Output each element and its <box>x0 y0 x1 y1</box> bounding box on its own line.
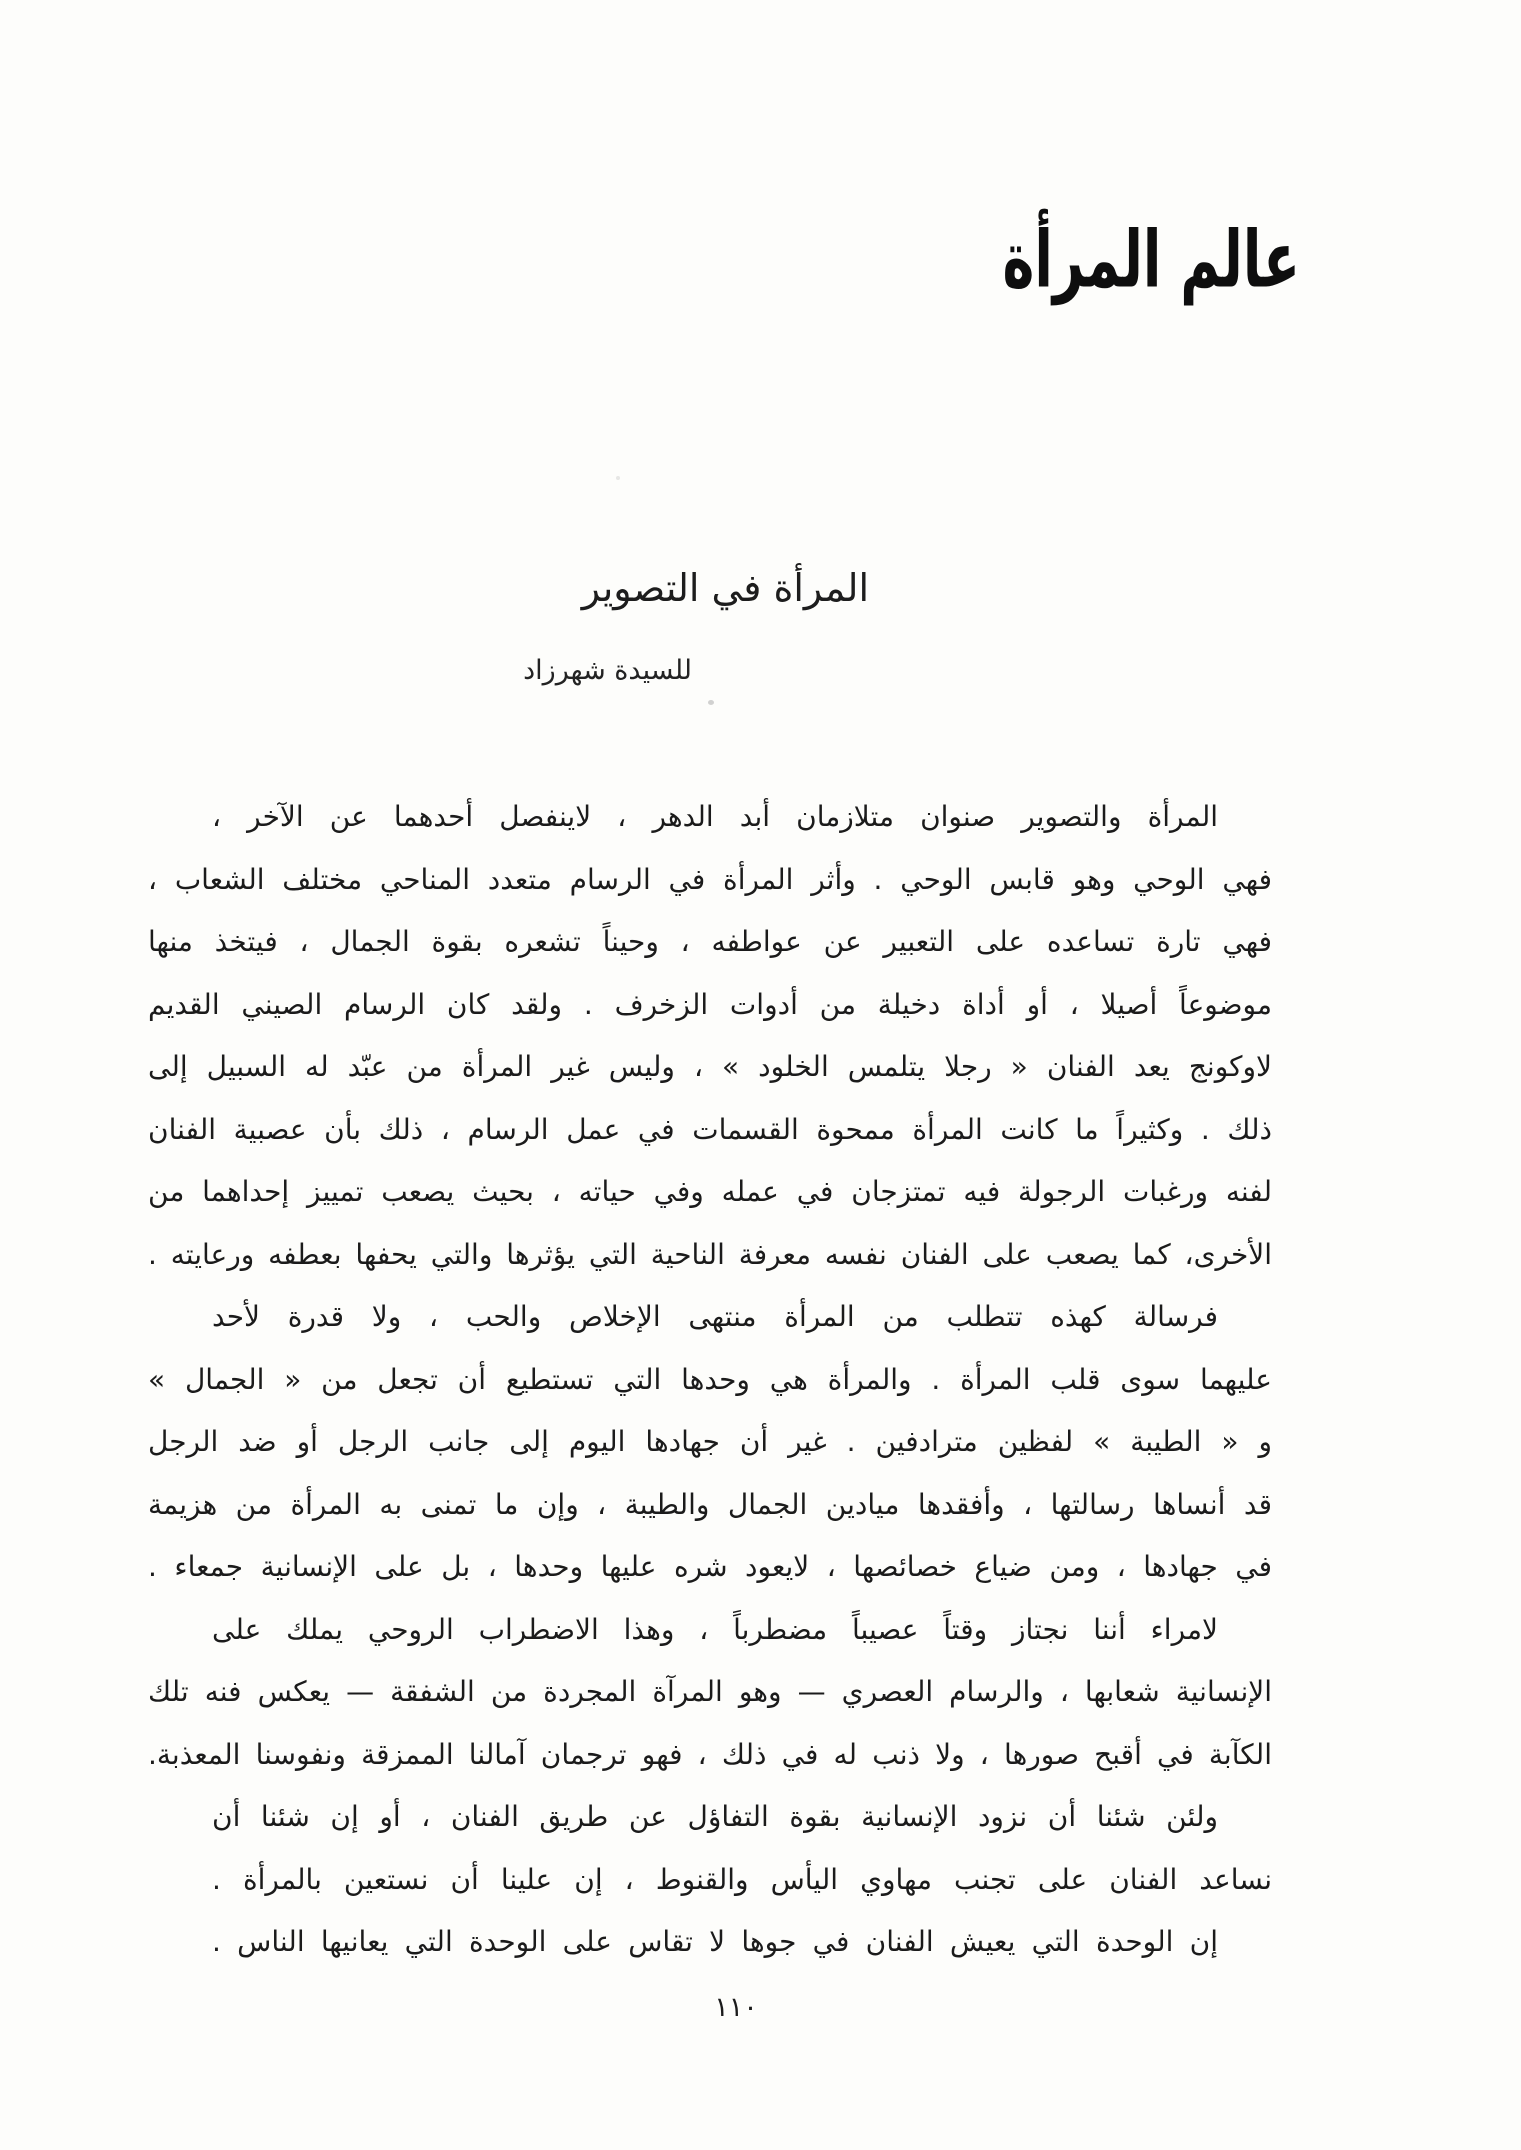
body-line: نساعد الفنان على تجنب مهاوي اليأس والقنوط ، إن علينا أن نستعين بالمرأة . <box>212 1862 1272 1896</box>
body-line: الكآبة في أقبح صورها ، ولا ذنب له في ذلك ، فهو ترجمان آمالنا الممزقة ونفوسنا المعذبة. <box>148 1737 1272 1771</box>
body-line: عليهما سوى قلب المرأة . والمرأة هي وحدها التي تستطيع أن تجعل من « الجمال » <box>148 1362 1272 1396</box>
paragraph <box>148 786 1272 1286</box>
paragraph <box>148 1599 1272 1787</box>
body-line: لامراء أننا نجتاز وقتاً عصيباً مضطرباً ، وهذا الاضطراب الروحي يملك على <box>212 1612 1218 1646</box>
article-body <box>148 786 1272 1974</box>
body-line: ذلك . وكثيراً ما كانت المرأة ممحوة القسمات في عمل الرسام ، ذلك بأن عصبية الفنان <box>148 1112 1272 1146</box>
body-line: و « الطيبة » لفظين مترادفين . غير أن جهادها اليوم إلى جانب الرجل أو ضد الرجل <box>148 1425 1272 1458</box>
body-line: ولئن شئنا أن نزود الإنسانية بقوة التفاؤل عن طريق الفنان ، أو إن شئنا أن <box>212 1800 1218 1833</box>
paragraph <box>148 1786 1272 1911</box>
body-line: فهي تارة تساعده على التعبير عن عواطفه ، وحيناً تشعره بقوة الجمال ، فيتخذ منها <box>148 925 1272 958</box>
body-line: في جهادها ، ومن ضياع خصائصها ، لايعود شره عليها وحدها ، بل على الإنسانية جمعاء . <box>148 1550 1272 1583</box>
page-number: ١١٠ <box>714 1992 758 2023</box>
paragraph <box>148 1911 1272 1974</box>
body-line: لاوكونج يعد الفنان « رجلا يتلمس الخلود » ، وليس غير المرأة من عبّد له السبيل إلى <box>148 1050 1272 1083</box>
body-line: موضوعاً أصيلا ، أو أداة دخيلة من أدوات الزخرف . ولقد كان الرسام الصيني القديم <box>148 987 1272 1021</box>
body-line: فرسالة كهذه تتطلب من المرأة منتهى الإخلاص والحب ، ولا قدرة لأحد <box>212 1300 1218 1333</box>
scan-speck <box>616 476 620 480</box>
byline: للسيدة شهرزاد <box>523 655 692 686</box>
masthead-title: عالم المرأة <box>1002 214 1300 306</box>
paragraph <box>148 1286 1272 1599</box>
scan-speck <box>708 700 714 705</box>
body-line: لفنه ورغبات الرجولة فيه تمتزجان في عمله وفي حياته ، بحيث يصعب تمييز إحداهما من <box>148 1175 1272 1208</box>
body-line: المرأة والتصوير صنوان متلازمان أبد الدهر ، لاينفصل أحدهما عن الآخر ، <box>212 800 1218 833</box>
article-title: المرأة في التصوير <box>581 566 869 610</box>
body-line: قد أنساها رسالتها ، وأفقدها ميادين الجمال والطيبة ، وإن ما تمنى به المرأة من هزيمة <box>148 1487 1272 1521</box>
body-line: إن الوحدة التي يعيش الفنان في جوها لا تقاس على الوحدة التي يعانيها الناس . <box>212 1925 1218 1958</box>
body-line: الإنسانية شعابها ، والرسام العصري — وهو المرآة المجردة من الشفقة — يعكس فنه تلك <box>148 1675 1272 1708</box>
body-line: فهي الوحي وهو قابس الوحي . وأثر المرأة في الرسام متعدد المناحي مختلف الشعاب ، <box>148 862 1272 896</box>
body-line: الأخرى، كما يصعب على الفنان نفسه معرفة الناحية التي يؤثرها والتي يحفها بعطفه ورعايته . <box>148 1237 1272 1271</box>
